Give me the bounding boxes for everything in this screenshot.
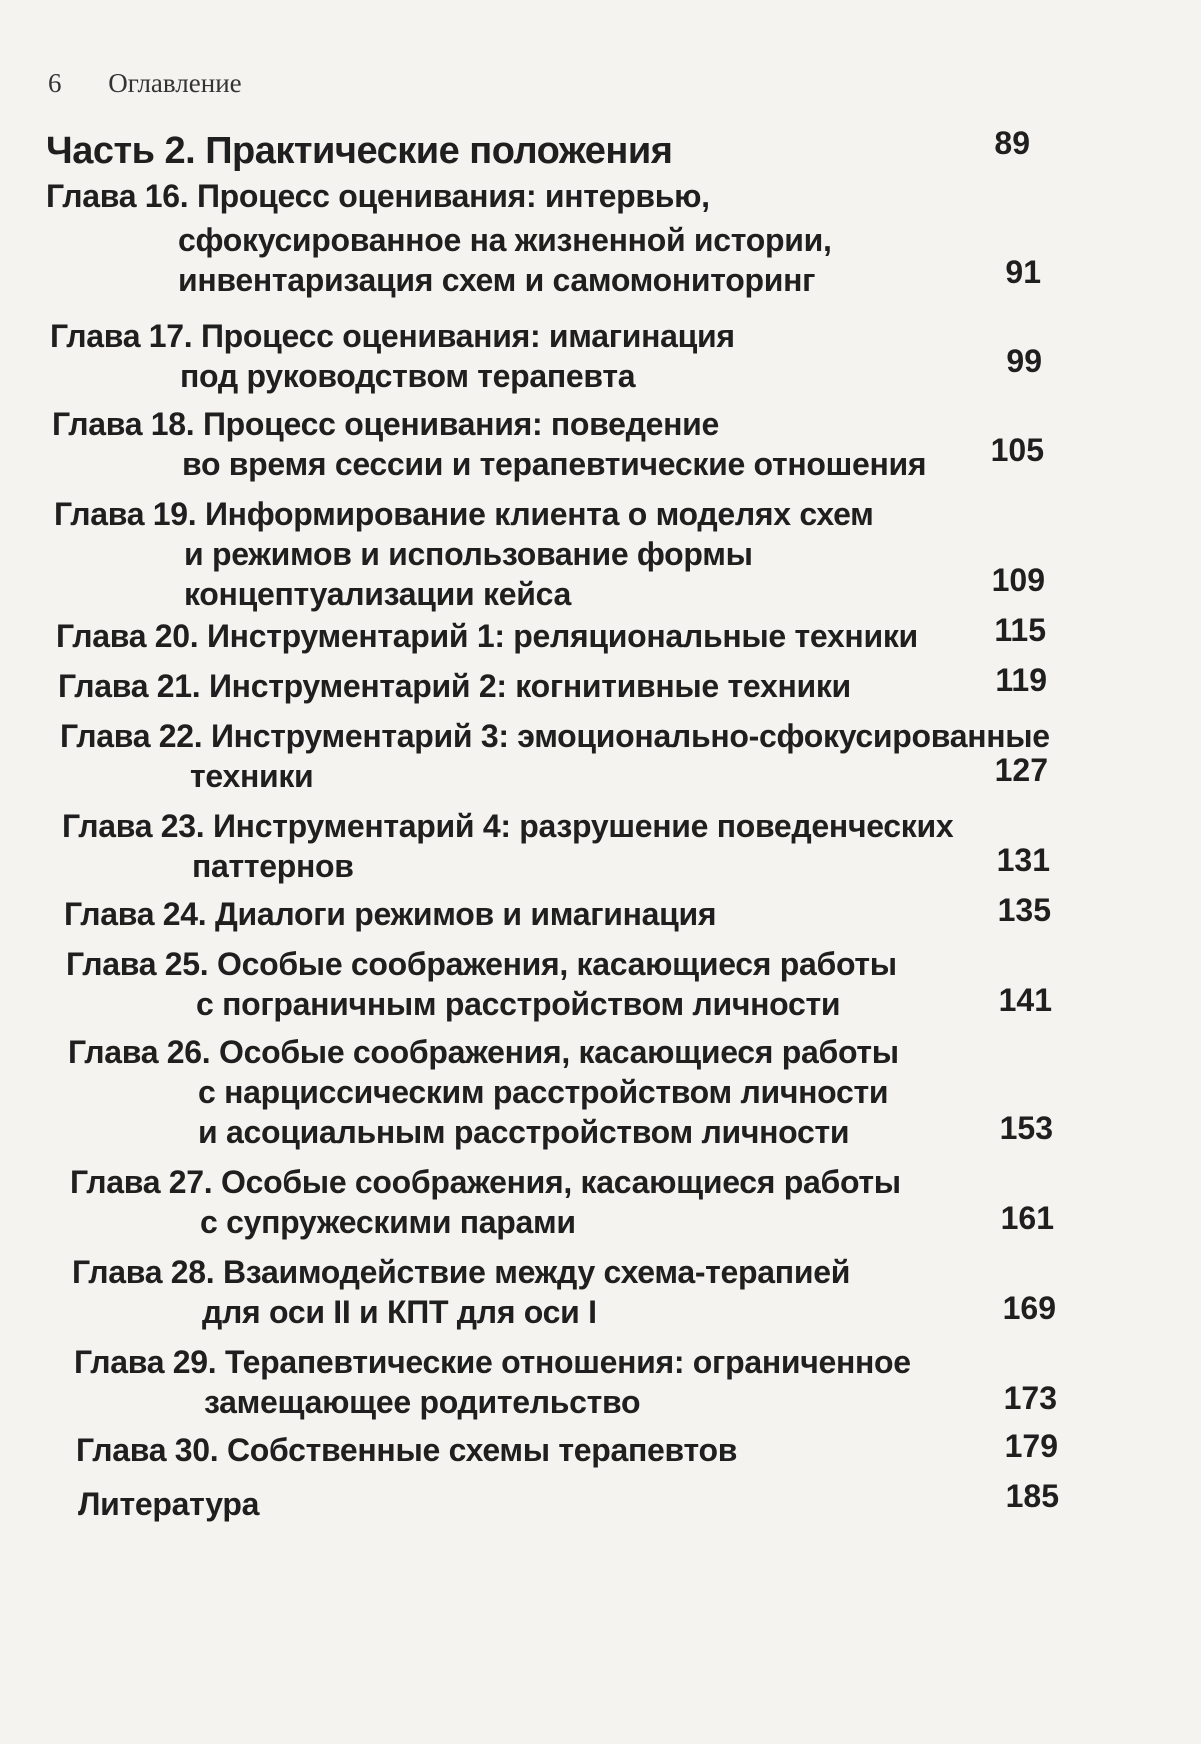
toc-page-number: 115 <box>994 612 1046 648</box>
toc-entry-line: Глава 17. Процесс оценивания: имагинация <box>50 318 735 354</box>
toc-page-number: 99 <box>1006 343 1042 379</box>
toc-entry-line: Глава 19. Информирование клиента о моделях схем <box>54 496 874 532</box>
toc-page-number: 135 <box>997 892 1051 928</box>
toc-entry-line: Глава 22. Инструментарий 3: эмоционально-сфокусированные <box>60 718 1050 754</box>
toc-entry-line: с супружескими парами <box>200 1204 576 1240</box>
toc-entry-line: во время сессии и терапевтические отношения <box>182 446 927 482</box>
toc-page-number: 91 <box>1005 254 1041 290</box>
toc-entry-line: сфокусированное на жизненной истории, <box>178 222 832 258</box>
toc-page-number: 119 <box>995 662 1047 698</box>
toc-entry-line: Глава 27. Особые соображения, касающиеся работы <box>70 1164 901 1200</box>
toc-entry-line: с пограничным расстройством личности <box>196 986 841 1022</box>
toc-entry-line: Глава 26. Особые соображения, касающиеся работы <box>68 1034 899 1070</box>
toc-entry-line: Глава 16. Процесс оценивания: интервью, <box>46 178 710 214</box>
toc-entry-line: и асоциальным расстройством личности <box>198 1114 850 1150</box>
toc-entry-line: Глава 23. Инструментарий 4: разрушение поведенческих <box>62 808 954 844</box>
toc-entry-line: Глава 28. Взаимодействие между схема-терапией <box>72 1254 851 1290</box>
toc-entry-line: под руководством терапевта <box>180 358 636 394</box>
toc-entry-line: Глава 20. Инструментарий 1: реляциональные техники <box>56 618 918 654</box>
toc-entry-line: Глава 21. Инструментарий 2: когнитивные техники <box>58 668 851 704</box>
toc-entry-line: и режимов и использование формы <box>184 536 753 572</box>
toc-entry-line: инвентаризация схем и самомониторинг <box>178 262 816 298</box>
toc-page-number: 89 <box>994 125 1030 161</box>
page-number: 6 <box>48 68 62 98</box>
toc-page-number: 169 <box>1002 1290 1056 1326</box>
toc-page-number: 179 <box>1004 1428 1058 1464</box>
toc-entry-line: Глава 29. Терапевтические отношения: ограниченное <box>74 1344 911 1380</box>
toc-page-number: 105 <box>990 432 1044 468</box>
toc-entry-line: техники <box>190 758 314 794</box>
toc-entry-line: Глава 30. Собственные схемы терапевтов <box>76 1432 738 1468</box>
toc-entry-line: для оси II и КПТ для оси I <box>202 1294 597 1330</box>
toc-page-number: 153 <box>999 1110 1053 1146</box>
toc-entry-line: Глава 24. Диалоги режимов и имагинация <box>64 896 717 932</box>
toc-page-number: 127 <box>994 752 1048 788</box>
toc-page-number: 141 <box>998 982 1052 1018</box>
part-title: Часть 2. Практические положения <box>46 130 673 172</box>
toc-entry-line: концептуализации кейса <box>184 576 571 612</box>
toc-page-number: 109 <box>991 562 1045 598</box>
toc-entry-line: с нарциссическим расстройством личности <box>198 1074 889 1110</box>
toc-entry-line: Литература <box>78 1486 260 1522</box>
toc-entry-line: Глава 25. Особые соображения, касающиеся работы <box>66 946 897 982</box>
toc-entry-line: паттернов <box>192 848 354 884</box>
toc-page-number: 161 <box>1000 1200 1054 1236</box>
toc-page-number: 131 <box>996 842 1050 878</box>
toc-entry-line: замещающее родительство <box>204 1384 641 1420</box>
toc-page-number: 185 <box>1005 1478 1059 1514</box>
toc-entry-line: Глава 18. Процесс оценивания: поведение <box>52 406 720 442</box>
running-head-title: Оглавление <box>108 68 242 98</box>
toc-page-number: 173 <box>1003 1380 1057 1416</box>
